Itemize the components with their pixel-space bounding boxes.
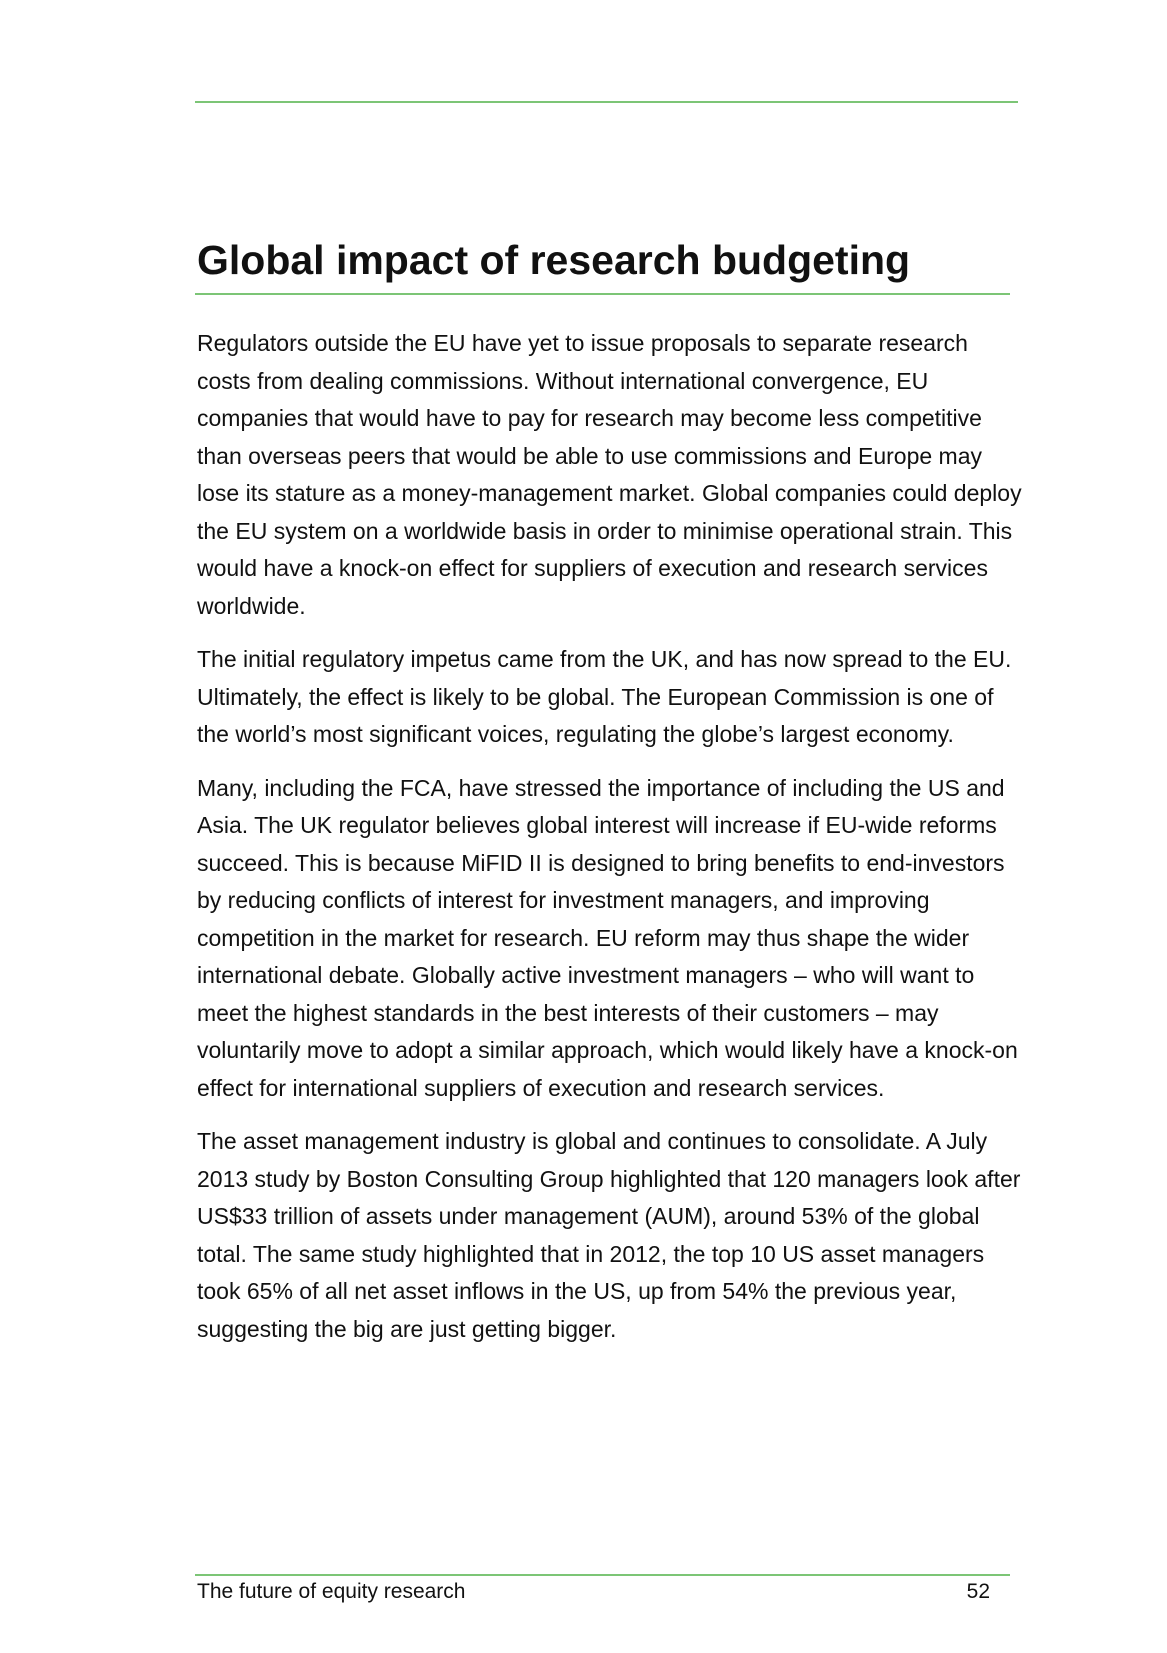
body-text [197,325,1027,1364]
paragraph-3: Many, including the FCA, have stressed the importance of including the US and Asia. The UK regulator believes global interest will increase if EU-wide reforms succeed. This is because MiFID II is designed to bring benefits to end-investors by reducing conflicts of interest for investment managers, and improving competition in the market for research. EU reform may thus shape the wider international debate. Globally active investment managers – who will want to meet the highest standards in the best interests of their customers – may voluntarily move to adopt a similar approach, which would likely have a knock-on effect for international suppliers of execution and research services. [197,774,1018,1101]
page-title: Global impact of research budgeting [197,237,911,283]
header-rule [195,101,1018,103]
footer-document-title: The future of equity research [197,1580,466,1603]
footer-rule [195,1574,1010,1576]
title-underline [195,293,1010,295]
page-number: 52 [966,1580,990,1603]
paragraph-2: The initial regulatory impetus came from the UK, and has now spread to the EU. Ultimately, the effect is likely to be global. The European Commission is one of the world’s most significant voices, regulating the globe’s largest economy. [197,646,1012,747]
paragraph-4: The asset management industry is global and continues to consolidate. A July 2013 study by Boston Consulting Group highlighted that 120 managers look after US$33 trillion of assets under management (AUM), around 53% of the global total. The same study highlighted that in 2012, the top 10 US asset managers took 65% of all net asset inflows in the US, up from 54% the previous year, suggesting the big are just getting bigger. [197,1128,1021,1342]
paragraph-1: Regulators outside the EU have yet to issue proposals to separate research costs from dealing commissions. Without international convergence, EU companies that would have to pay for research may become less competitive than overseas peers that would be able to use commissions and Europe may lose its stature as a money-management market. Global companies could deploy the EU system on a worldwide basis in order to minimise operational strain. This would have a knock-on effect for suppliers of execution and research services worldwide. [197,330,1022,619]
